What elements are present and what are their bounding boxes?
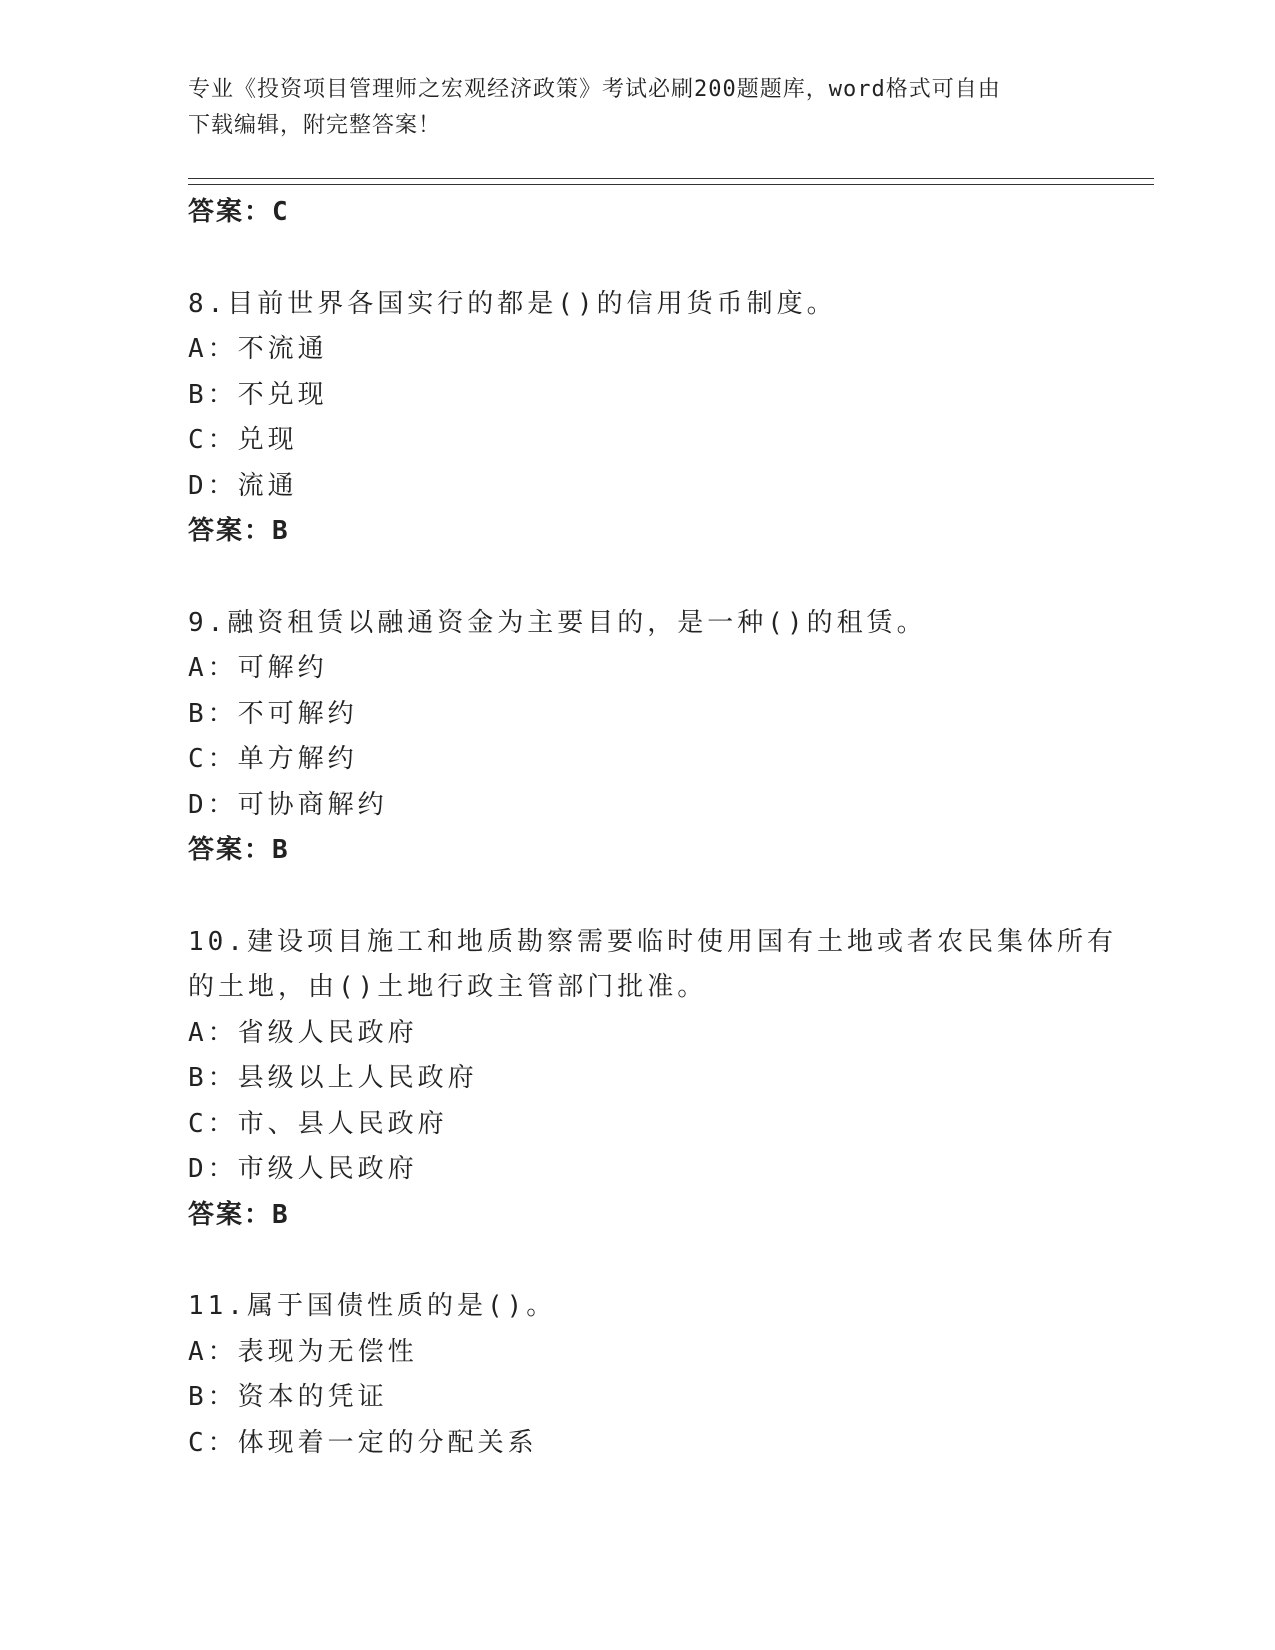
question-stem: 8.目前世界各国实行的都是()的信用货币制度。: [188, 288, 837, 319]
question-stem: 9.融资租赁以融通资金为主要目的，是一种()的租赁。: [188, 607, 927, 638]
option-d: D：流通: [188, 470, 298, 501]
spacer: [188, 874, 1088, 920]
header-rule-bottom: [188, 184, 1154, 185]
answer-line: 答案：B: [188, 516, 290, 546]
option-a: A：不流通: [188, 334, 328, 364]
document-header: [188, 72, 1068, 144]
spacer: [188, 236, 1088, 282]
option-c: C：体现着一定的分配关系: [188, 1427, 538, 1458]
option-a: A：省级人民政府: [188, 1017, 418, 1048]
option-d: D：可协商解约: [188, 789, 388, 820]
question-block: [188, 920, 1117, 1239]
answer-line: 答案：B: [188, 1199, 290, 1230]
option-c: C：兑现: [188, 425, 298, 455]
question-block: [188, 282, 1088, 555]
question-block: [188, 1284, 1088, 1466]
spacer: [188, 1238, 1088, 1284]
question-stem: 11.属于国债性质的是()。: [188, 1291, 557, 1321]
option-b: B：不兑现: [188, 379, 328, 410]
option-b: B：不可解约: [188, 698, 358, 729]
option-b: B：资本的凭证: [188, 1382, 388, 1412]
option-d: D：市级人民政府: [188, 1154, 418, 1184]
option-b: B：县级以上人民政府: [188, 1063, 478, 1093]
option-c: C：市、县人民政府: [188, 1108, 448, 1139]
question-list: [188, 190, 1117, 1466]
answer-line: 答案：B: [188, 835, 290, 865]
option-c: C：单方解约: [188, 744, 358, 774]
header-line-2: 下载编辑，附完整答案！: [188, 113, 442, 138]
question-block: [188, 601, 1088, 874]
option-a: A：表现为无偿性: [188, 1336, 418, 1367]
previous-answer: 答案：C: [188, 197, 290, 227]
spacer: [188, 555, 1088, 601]
header-line-1: 专业《投资项目管理师之宏观经济政策》考试必刷200题题库，word格式可自由: [188, 77, 1001, 102]
header-rule-top: [188, 178, 1154, 179]
question-stem-continued: 的土地，由()土地行政主管部门批准。: [188, 972, 708, 1002]
option-a: A：可解约: [188, 653, 328, 683]
question-stem: 10.建设项目施工和地质勘察需要临时使用国有土地或者农民集体所有: [188, 926, 1117, 957]
